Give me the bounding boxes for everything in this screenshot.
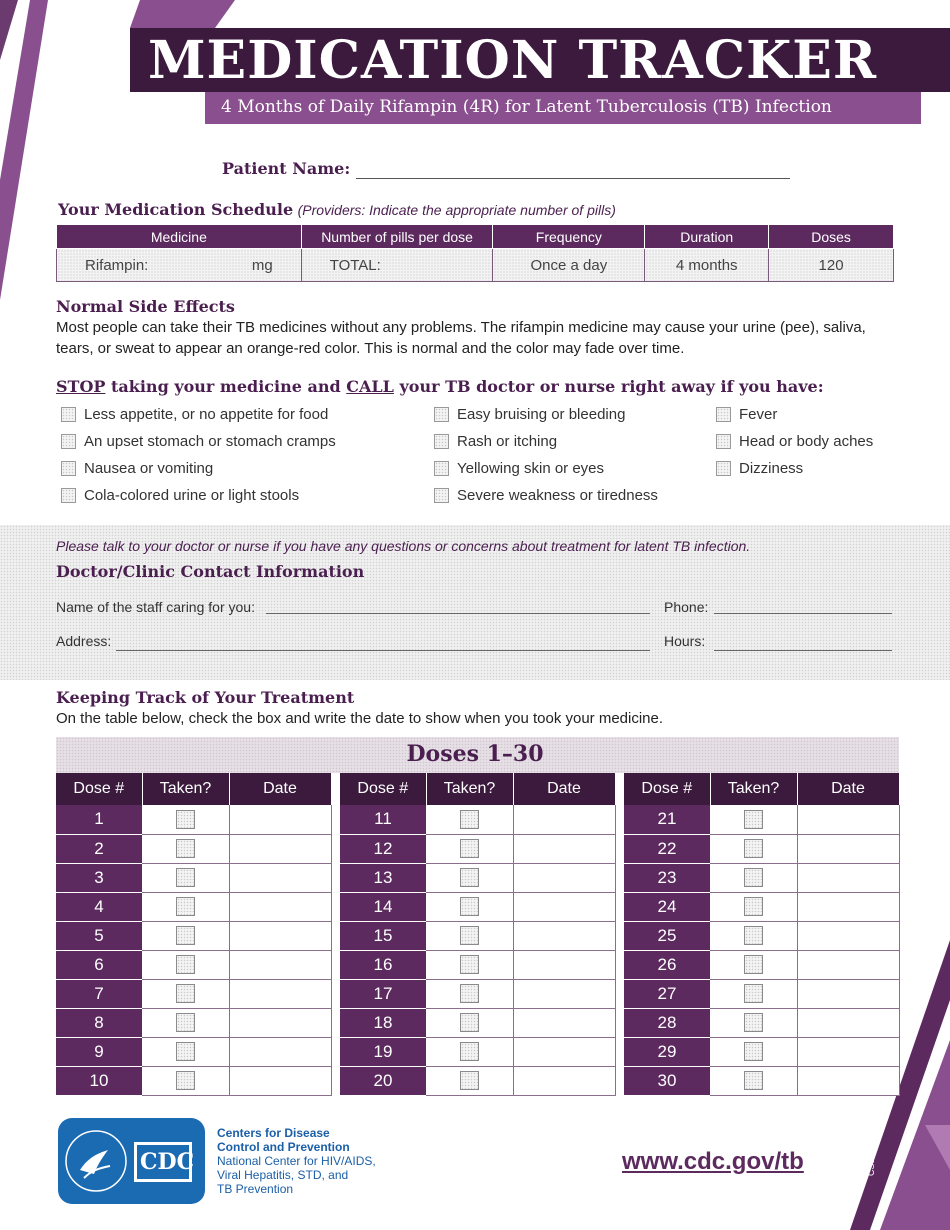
dose-row <box>56 1066 331 1095</box>
taken-cell <box>426 921 513 950</box>
col-pills: Number of pills per dose <box>301 225 493 249</box>
taken-cell <box>710 979 797 1008</box>
patient-name-label: Patient Name: <box>222 159 351 178</box>
symptom-checkbox[interactable] <box>434 488 449 503</box>
date-field[interactable] <box>797 863 899 892</box>
cdc-website-link[interactable]: www.cdc.gov/tb <box>622 1148 804 1175</box>
dose-number: 21 <box>624 805 710 834</box>
dose-number: 17 <box>340 979 426 1008</box>
date-header: Date <box>513 773 615 805</box>
dose-number: 15 <box>340 921 426 950</box>
taken-checkbox[interactable] <box>744 868 763 887</box>
taken-checkbox[interactable] <box>744 1042 763 1061</box>
date-field[interactable] <box>513 863 615 892</box>
taken-checkbox[interactable] <box>460 897 479 916</box>
organization-name <box>217 1126 376 1196</box>
symptom-checkbox[interactable] <box>434 461 449 476</box>
symptom-label: Rash or itching <box>457 433 558 450</box>
date-header: Date <box>797 773 899 805</box>
dose-row <box>340 892 615 921</box>
date-field[interactable] <box>229 892 331 921</box>
dose-number: 2 <box>56 834 142 863</box>
address-label: Address: <box>56 633 112 649</box>
dose-header-row <box>624 773 899 805</box>
date-field[interactable] <box>229 805 331 834</box>
taken-cell <box>426 1037 513 1066</box>
dose-row <box>56 1037 331 1066</box>
dose-number-header: Dose # <box>624 773 710 805</box>
taken-checkbox[interactable] <box>744 839 763 858</box>
stop-word: STOP <box>56 377 106 396</box>
dose-number: 24 <box>624 892 710 921</box>
dose-number: 3 <box>56 863 142 892</box>
taken-checkbox[interactable] <box>744 984 763 1003</box>
dose-row <box>340 863 615 892</box>
dose-row <box>340 1037 615 1066</box>
dose-row <box>56 834 331 863</box>
date-field[interactable] <box>229 834 331 863</box>
pills-cell[interactable] <box>301 249 493 282</box>
symptom-item[interactable] <box>61 433 336 450</box>
dose-row <box>624 1008 899 1037</box>
tracking-heading: Keeping Track of Your Treatment <box>56 688 355 707</box>
taken-cell <box>710 805 797 834</box>
symptom-label: Severe weakness or tiredness <box>457 487 658 504</box>
symptom-label: Yellowing skin or eyes <box>457 460 605 477</box>
dose-number: 9 <box>56 1037 142 1066</box>
date-field[interactable] <box>513 1037 615 1066</box>
contact-heading: Doctor/Clinic Contact Information <box>56 562 365 581</box>
stop-end: your TB doctor or nurse right away if you have: <box>393 377 824 396</box>
date-field[interactable] <box>797 1066 899 1095</box>
taken-cell <box>142 805 229 834</box>
side-effects-heading: Normal Side Effects <box>56 297 235 316</box>
medicine-unit: mg <box>251 256 273 274</box>
dose-row <box>340 950 615 979</box>
dose-table-3 <box>624 773 900 1096</box>
dose-row <box>624 921 899 950</box>
symptom-item[interactable] <box>434 487 658 504</box>
taken-cell <box>426 834 513 863</box>
schedule-heading <box>58 200 616 220</box>
date-field[interactable] <box>513 805 615 834</box>
taken-cell <box>142 979 229 1008</box>
dose-row <box>56 892 331 921</box>
org-line-2: Control and Prevention <box>217 1140 350 1154</box>
taken-header: Taken? <box>710 773 797 805</box>
dose-row <box>624 892 899 921</box>
page-title: MEDICATION TRACKER <box>148 30 878 91</box>
dose-number: 5 <box>56 921 142 950</box>
date-field[interactable] <box>797 805 899 834</box>
symptom-label: Fever <box>739 406 778 423</box>
org-line-1: Centers for Disease <box>217 1126 330 1140</box>
taken-checkbox[interactable] <box>744 955 763 974</box>
medicine-cell[interactable] <box>57 249 302 282</box>
symptom-checkbox[interactable] <box>716 434 731 449</box>
taken-checkbox[interactable] <box>460 1071 479 1090</box>
taken-cell <box>710 921 797 950</box>
dose-header-row <box>340 773 615 805</box>
taken-checkbox[interactable] <box>176 984 195 1003</box>
dose-row <box>340 921 615 950</box>
medicine-name: Rifampin: <box>85 256 149 274</box>
taken-checkbox[interactable] <box>176 955 195 974</box>
taken-cell <box>710 1008 797 1037</box>
taken-cell <box>710 892 797 921</box>
dose-number: 10 <box>56 1066 142 1095</box>
stop-middle: taking your medicine and <box>105 377 347 396</box>
date-field[interactable] <box>797 950 899 979</box>
taken-checkbox[interactable] <box>460 839 479 858</box>
date-field[interactable] <box>513 950 615 979</box>
dose-number: 18 <box>340 1008 426 1037</box>
org-line-5: TB Prevention <box>217 1182 294 1196</box>
symptom-item[interactable] <box>716 460 803 477</box>
symptom-checkbox[interactable] <box>61 434 76 449</box>
dose-number: 14 <box>340 892 426 921</box>
symptom-label: Dizziness <box>739 460 804 477</box>
dose-row <box>56 1008 331 1037</box>
dose-number: 26 <box>624 950 710 979</box>
cdc-logo-text: CDC <box>140 1149 195 1175</box>
date-field[interactable] <box>797 979 899 1008</box>
taken-checkbox[interactable] <box>176 839 195 858</box>
schedule-note: (Providers: Indicate the appropriate number of pills) <box>297 202 616 218</box>
dose-row <box>624 1037 899 1066</box>
medication-schedule-table <box>56 224 894 282</box>
dose-number: 6 <box>56 950 142 979</box>
dose-number: 11 <box>340 805 426 834</box>
staff-name-field[interactable] <box>266 613 650 614</box>
phone-field[interactable] <box>714 613 892 614</box>
dose-row <box>340 1008 615 1037</box>
taken-checkbox[interactable] <box>176 897 195 916</box>
date-field[interactable] <box>513 1066 615 1095</box>
taken-checkbox[interactable] <box>744 897 763 916</box>
symptom-label: Head or body aches <box>739 433 874 450</box>
taken-cell <box>426 805 513 834</box>
dose-row <box>56 805 331 834</box>
taken-cell <box>142 892 229 921</box>
taken-checkbox[interactable] <box>176 1042 195 1061</box>
taken-checkbox[interactable] <box>744 926 763 945</box>
document-code: CS320204-B <box>866 1124 876 1176</box>
taken-checkbox[interactable] <box>460 810 479 829</box>
stop-heading <box>56 377 824 396</box>
symptom-checkbox[interactable] <box>61 407 76 422</box>
taken-header: Taken? <box>142 773 229 805</box>
doses-cell: 120 <box>769 249 894 282</box>
dose-row <box>624 1066 899 1095</box>
dose-number: 28 <box>624 1008 710 1037</box>
taken-checkbox[interactable] <box>460 955 479 974</box>
hours-label: Hours: <box>664 633 706 649</box>
dose-row <box>56 979 331 1008</box>
page-subtitle: 4 Months of Daily Rifampin (4R) for Latent Tuberculosis (TB) Infection <box>221 97 832 117</box>
date-header: Date <box>229 773 331 805</box>
dose-table-1 <box>56 773 332 1096</box>
taken-cell <box>426 1008 513 1037</box>
dose-row <box>56 863 331 892</box>
taken-checkbox[interactable] <box>460 926 479 945</box>
col-medicine: Medicine <box>57 225 302 249</box>
date-field[interactable] <box>229 1037 331 1066</box>
hours-field[interactable] <box>714 650 892 651</box>
pills-total-label: TOTAL: <box>329 256 381 274</box>
symptom-label: Easy bruising or bleeding <box>457 406 626 423</box>
taken-cell <box>426 1066 513 1095</box>
dose-row <box>624 979 899 1008</box>
taken-cell <box>142 834 229 863</box>
taken-checkbox[interactable] <box>176 1071 195 1090</box>
dose-number: 25 <box>624 921 710 950</box>
dose-table-2 <box>340 773 616 1096</box>
side-effects-text: Most people can take their TB medicines without any problems. The rifampin medicine may cause your urine (pee), saliva, tears, or sweat to appear an orange-red color. This is normal and the color may fade over time. <box>56 319 866 357</box>
date-field[interactable] <box>513 834 615 863</box>
symptom-checkbox[interactable] <box>61 461 76 476</box>
patient-name-field[interactable] <box>356 178 790 179</box>
schedule-title: Your Medication Schedule <box>58 200 294 219</box>
dose-number-header: Dose # <box>340 773 426 805</box>
symptom-checkbox[interactable] <box>61 488 76 503</box>
dose-number: 8 <box>56 1008 142 1037</box>
dose-row <box>624 805 899 834</box>
contact-note: Please talk to your doctor or nurse if you have any questions or concerns about treatment for latent TB infection. <box>56 538 751 554</box>
symptom-item[interactable] <box>716 433 873 450</box>
dose-row <box>624 950 899 979</box>
date-field[interactable] <box>513 979 615 1008</box>
dose-number-header: Dose # <box>56 773 142 805</box>
symptom-checkbox[interactable] <box>716 407 731 422</box>
dose-number: 7 <box>56 979 142 1008</box>
taken-cell <box>426 979 513 1008</box>
dose-row <box>56 921 331 950</box>
address-field[interactable] <box>116 650 650 651</box>
taken-checkbox[interactable] <box>176 810 195 829</box>
taken-cell <box>710 950 797 979</box>
symptom-item[interactable] <box>716 406 777 423</box>
date-field[interactable] <box>797 1037 899 1066</box>
dose-number: 4 <box>56 892 142 921</box>
frequency-cell: Once a day <box>493 249 645 282</box>
taken-cell <box>142 863 229 892</box>
symptom-item[interactable] <box>61 487 299 504</box>
taken-cell <box>426 863 513 892</box>
dose-row <box>624 863 899 892</box>
phone-label: Phone: <box>664 599 709 615</box>
dose-number: 22 <box>624 834 710 863</box>
dose-number: 20 <box>340 1066 426 1095</box>
symptom-label: Nausea or vomiting <box>84 460 214 477</box>
symptom-label: An upset stomach or stomach cramps <box>84 433 336 450</box>
doses-title: Doses 1–30 <box>406 741 544 767</box>
date-field[interactable] <box>513 921 615 950</box>
taken-checkbox[interactable] <box>460 984 479 1003</box>
dose-number: 16 <box>340 950 426 979</box>
symptom-item[interactable] <box>61 406 328 423</box>
date-field[interactable] <box>229 950 331 979</box>
org-line-3: National Center for HIV/AIDS, <box>217 1154 376 1168</box>
taken-checkbox[interactable] <box>460 1042 479 1061</box>
taken-cell <box>142 1066 229 1095</box>
taken-cell <box>710 834 797 863</box>
col-doses: Doses <box>769 225 894 249</box>
dose-row <box>340 979 615 1008</box>
taken-cell <box>142 921 229 950</box>
dose-number: 1 <box>56 805 142 834</box>
date-field[interactable] <box>229 921 331 950</box>
dose-number: 13 <box>340 863 426 892</box>
dose-row <box>56 950 331 979</box>
taken-cell <box>710 863 797 892</box>
symptom-checkbox[interactable] <box>434 434 449 449</box>
dose-number: 29 <box>624 1037 710 1066</box>
taken-checkbox[interactable] <box>176 1013 195 1032</box>
date-field[interactable] <box>229 1008 331 1037</box>
taken-checkbox[interactable] <box>744 1071 763 1090</box>
dose-row <box>340 834 615 863</box>
dose-header-row <box>56 773 331 805</box>
taken-checkbox[interactable] <box>460 868 479 887</box>
date-field[interactable] <box>513 892 615 921</box>
date-field[interactable] <box>797 834 899 863</box>
taken-checkbox[interactable] <box>176 868 195 887</box>
col-frequency: Frequency <box>493 225 645 249</box>
taken-cell <box>426 892 513 921</box>
dose-number: 27 <box>624 979 710 1008</box>
taken-cell <box>142 950 229 979</box>
date-field[interactable] <box>229 863 331 892</box>
symptom-item[interactable] <box>61 460 213 477</box>
taken-checkbox[interactable] <box>460 1013 479 1032</box>
call-word: CALL <box>346 377 394 396</box>
tracking-text: On the table below, check the box and write the date to show when you took your medicine. <box>56 710 664 727</box>
dose-row <box>340 1066 615 1095</box>
staff-name-label: Name of the staff caring for you: <box>56 599 255 615</box>
taken-cell <box>142 1037 229 1066</box>
date-field[interactable] <box>797 892 899 921</box>
date-field[interactable] <box>229 1066 331 1095</box>
date-field[interactable] <box>229 979 331 1008</box>
dose-number: 19 <box>340 1037 426 1066</box>
taken-header: Taken? <box>426 773 513 805</box>
taken-cell <box>142 1008 229 1037</box>
dose-row <box>624 834 899 863</box>
taken-cell <box>710 1037 797 1066</box>
symptom-label: Less appetite, or no appetite for food <box>84 406 329 423</box>
duration-cell: 4 months <box>645 249 769 282</box>
taken-checkbox[interactable] <box>744 810 763 829</box>
date-field[interactable] <box>797 1008 899 1037</box>
symptom-item[interactable] <box>434 460 604 477</box>
symptom-label: Cola-colored urine or light stools <box>84 487 300 504</box>
dose-number: 30 <box>624 1066 710 1095</box>
taken-checkbox[interactable] <box>744 1013 763 1032</box>
taken-cell <box>710 1066 797 1095</box>
hhs-cdc-logo <box>58 1118 205 1204</box>
dose-number: 23 <box>624 863 710 892</box>
taken-cell <box>426 950 513 979</box>
symptom-checkbox[interactable] <box>434 407 449 422</box>
taken-checkbox[interactable] <box>176 926 195 945</box>
org-line-4: Viral Hepatitis, STD, and <box>217 1168 349 1182</box>
date-field[interactable] <box>513 1008 615 1037</box>
col-duration: Duration <box>645 225 769 249</box>
symptom-item[interactable] <box>434 433 557 450</box>
symptom-item[interactable] <box>434 406 625 423</box>
dose-number: 12 <box>340 834 426 863</box>
symptom-checkbox[interactable] <box>716 461 731 476</box>
date-field[interactable] <box>797 921 899 950</box>
dose-row <box>340 805 615 834</box>
